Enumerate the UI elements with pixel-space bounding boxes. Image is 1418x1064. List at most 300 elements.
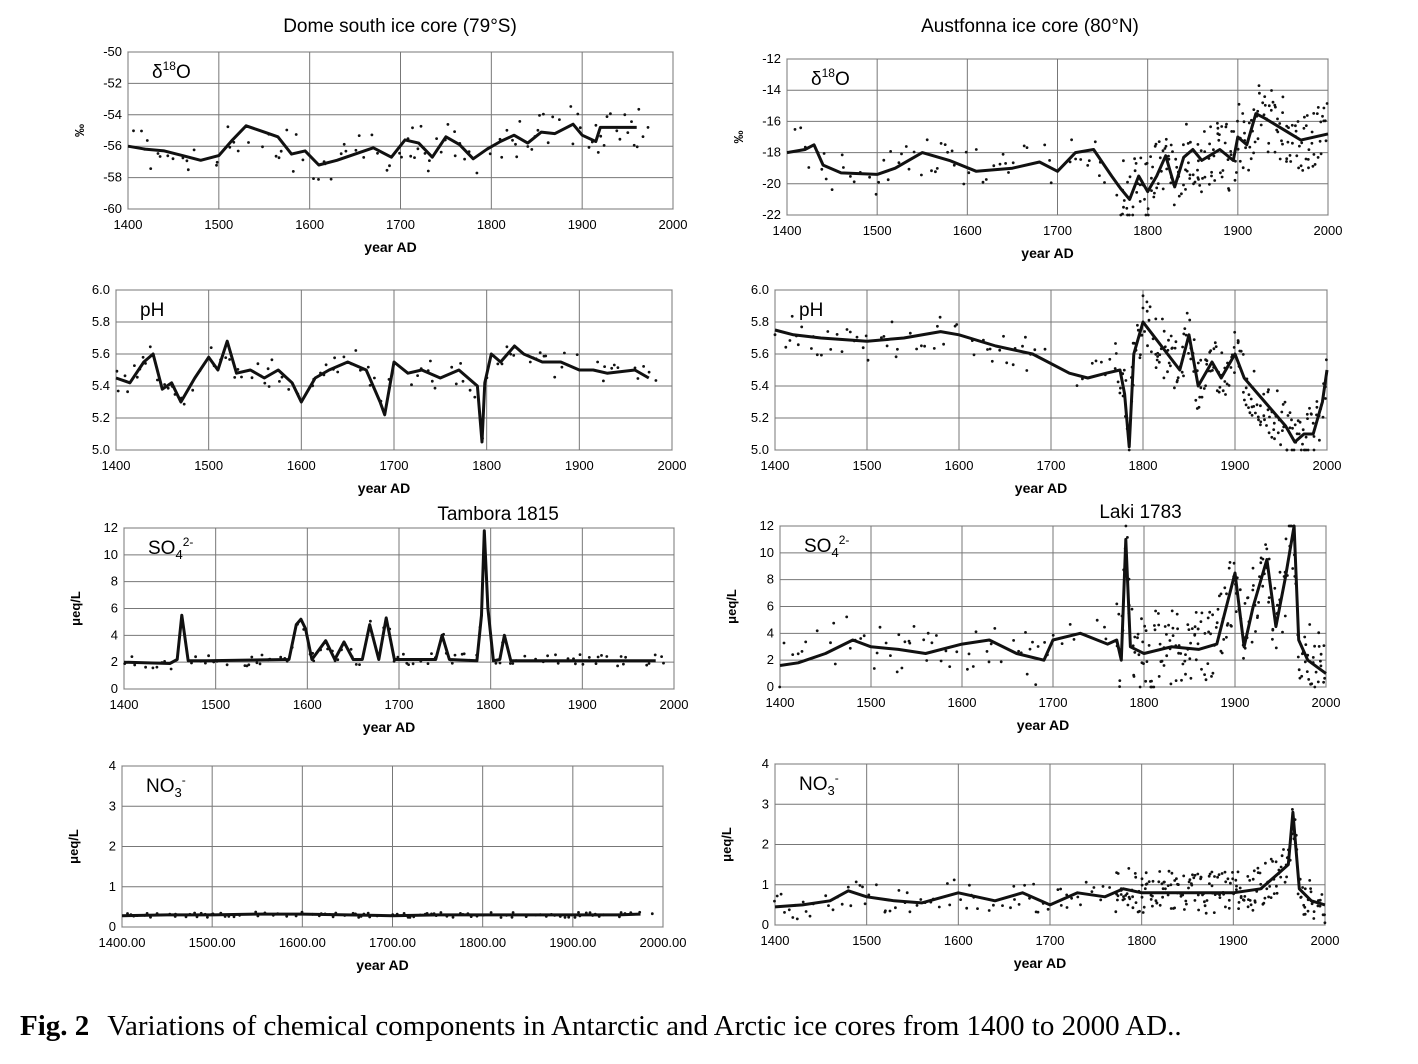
data-point (572, 143, 575, 146)
data-point (985, 178, 988, 181)
data-point (1281, 854, 1284, 857)
data-point (1007, 171, 1010, 174)
data-point (1074, 158, 1077, 161)
data-point (1133, 675, 1136, 678)
data-point (1158, 353, 1161, 356)
x-tick-label: 1900 (564, 458, 594, 473)
data-point (1290, 419, 1293, 422)
data-point (1305, 436, 1308, 439)
data-point (1161, 896, 1164, 899)
data-point (1143, 198, 1146, 201)
data-point (588, 656, 591, 659)
data-point (354, 349, 357, 352)
data-point (1142, 662, 1145, 665)
data-point (1229, 561, 1232, 564)
data-point (1285, 538, 1288, 541)
data-point (1273, 104, 1276, 107)
x-axis-label: year AD (1013, 955, 1067, 971)
data-point (1172, 634, 1175, 637)
data-point (1291, 427, 1294, 430)
data-point (1163, 664, 1166, 667)
data-point (1279, 571, 1282, 574)
data-point (913, 151, 916, 154)
data-point (268, 385, 271, 388)
data-point (1171, 150, 1174, 153)
data-point (577, 911, 580, 914)
data-point (1096, 619, 1099, 622)
data-point (873, 667, 876, 670)
data-point (428, 159, 431, 162)
y-tick-label: 5.0 (750, 442, 769, 457)
data-point (1300, 449, 1303, 452)
y-tick-label: 8 (110, 573, 118, 589)
data-point (849, 647, 852, 650)
x-tick-label: 1600 (947, 695, 977, 710)
data-point (233, 376, 236, 379)
data-point (1321, 893, 1324, 896)
data-point (989, 348, 992, 351)
data-point (867, 359, 870, 362)
data-point (968, 653, 971, 656)
data-point (1250, 903, 1253, 906)
data-point (1311, 142, 1314, 145)
data-point (1115, 352, 1118, 355)
data-point (982, 181, 985, 184)
data-point (1249, 899, 1252, 902)
data-point (1167, 884, 1170, 887)
data-point (1048, 159, 1051, 162)
y-tick-label: 5.0 (91, 442, 110, 457)
data-point (877, 181, 880, 184)
data-point (1091, 890, 1094, 893)
data-point (1114, 342, 1117, 345)
data-point (1037, 911, 1040, 914)
data-point (1172, 907, 1175, 910)
data-point (1180, 192, 1183, 195)
data-point (633, 144, 636, 147)
data-point (1175, 877, 1178, 880)
data-point (1216, 621, 1219, 624)
data-point (1279, 876, 1282, 879)
data-point (933, 347, 936, 350)
data-point (574, 916, 577, 919)
data-point (1244, 146, 1247, 149)
data-point (955, 323, 958, 326)
data-point (827, 904, 830, 907)
x-tick-label: 1800 (472, 458, 502, 473)
y-tick-label: 0 (108, 919, 116, 934)
data-point (1315, 671, 1318, 674)
data-point (1252, 567, 1255, 570)
x-tick-label: 1600 (943, 933, 973, 948)
data-point (187, 168, 190, 171)
data-point (1021, 345, 1024, 348)
data-point (506, 345, 509, 348)
data-point (602, 380, 605, 383)
x-axis-label: year AD (1021, 245, 1074, 261)
data-point (915, 348, 918, 351)
data-point (325, 363, 328, 366)
data-point (1170, 335, 1173, 338)
data-point (1285, 157, 1288, 160)
data-point (1026, 146, 1029, 149)
data-point (935, 634, 938, 637)
data-point (1217, 608, 1220, 611)
data-point (1257, 867, 1260, 870)
data-point (778, 686, 781, 689)
data-point (1118, 685, 1121, 688)
data-point (553, 376, 556, 379)
data-point (371, 134, 374, 137)
x-axis-label: year AD (1014, 480, 1068, 496)
data-point (885, 642, 888, 645)
data-point (824, 894, 827, 897)
data-point (1158, 870, 1161, 873)
data-point (1281, 429, 1284, 432)
data-point (1023, 884, 1026, 887)
data-point (930, 169, 933, 172)
data-point (1313, 153, 1316, 156)
data-point (1086, 164, 1089, 167)
series-line (122, 914, 641, 916)
data-point (1279, 443, 1282, 446)
data-point (427, 662, 430, 665)
data-point (226, 663, 229, 666)
data-point (919, 898, 922, 901)
data-point (942, 343, 945, 346)
y-tick-label: 6.0 (91, 282, 110, 297)
data-point (430, 652, 433, 655)
data-point (992, 904, 995, 907)
data-point (116, 370, 119, 373)
data-point (1165, 168, 1168, 171)
data-point (1198, 184, 1201, 187)
data-point (149, 345, 152, 348)
data-point (660, 655, 663, 658)
data-point (343, 356, 346, 359)
data-point (1159, 156, 1162, 159)
data-point (1312, 917, 1315, 920)
data-point (642, 365, 645, 368)
data-point (1199, 359, 1202, 362)
data-point (1284, 615, 1287, 618)
component-label: pH (799, 300, 824, 321)
data-point (1225, 123, 1228, 126)
data-point (1123, 369, 1126, 372)
data-point (1311, 131, 1314, 134)
data-point (500, 156, 503, 159)
data-point (642, 135, 645, 138)
data-point (1199, 877, 1202, 880)
data-point (1324, 119, 1327, 122)
data-point (1310, 890, 1313, 893)
data-point (1317, 631, 1320, 634)
data-point (402, 653, 405, 656)
data-point (1173, 387, 1176, 390)
data-point (1181, 346, 1184, 349)
data-point (1188, 628, 1191, 631)
data-point (1128, 214, 1131, 217)
data-point (1322, 913, 1325, 916)
data-point (1196, 169, 1199, 172)
data-point (1180, 679, 1183, 682)
data-point (1199, 386, 1202, 389)
data-point (1201, 177, 1204, 180)
data-point (1140, 617, 1143, 620)
x-tick-label: 1700 (1035, 933, 1065, 948)
data-point (1146, 301, 1149, 304)
y-tick-label: 12 (103, 520, 118, 535)
x-tick-label: 1800 (1127, 933, 1157, 948)
data-point (909, 910, 912, 913)
data-point (506, 129, 509, 132)
component-label: $\delta^{18}O$ (811, 66, 850, 90)
data-point (645, 664, 648, 667)
data-point (898, 161, 901, 164)
data-point (1264, 104, 1267, 107)
data-point (1321, 115, 1324, 118)
data-point (1175, 679, 1178, 682)
data-point (1203, 900, 1206, 903)
data-point (1215, 626, 1218, 629)
data-point (450, 366, 453, 369)
data-point (1320, 665, 1323, 668)
data-point (1317, 106, 1320, 109)
data-point (946, 151, 949, 154)
data-point (417, 147, 420, 150)
data-point (849, 904, 852, 907)
data-point (1247, 169, 1250, 172)
data-point (908, 168, 911, 171)
data-point (317, 178, 320, 181)
event-annotation: Laki 1783 (1099, 502, 1182, 523)
data-point (1299, 677, 1302, 680)
data-point (816, 629, 819, 632)
data-point (476, 172, 479, 175)
data-point (1301, 886, 1304, 889)
x-tick-label: 1700 (1036, 458, 1066, 473)
data-point (1320, 152, 1323, 155)
data-point (509, 662, 512, 665)
data-point (1198, 406, 1201, 409)
data-point (1256, 110, 1259, 113)
data-point (1148, 880, 1151, 883)
y-tick-label: 4 (108, 758, 116, 773)
data-point (1245, 387, 1248, 390)
data-point (986, 348, 989, 351)
data-point (1162, 188, 1165, 191)
data-point (1244, 602, 1247, 605)
data-point (413, 156, 416, 159)
data-point (1326, 102, 1329, 105)
data-point (1222, 389, 1225, 392)
data-point (1301, 169, 1304, 172)
data-point (278, 156, 281, 159)
data-point (615, 129, 618, 132)
data-point (948, 665, 951, 668)
data-point (1213, 347, 1216, 350)
data-point (1043, 144, 1046, 147)
data-point (429, 360, 432, 363)
data-point (1123, 199, 1126, 202)
data-point (1102, 885, 1105, 888)
data-point (469, 389, 472, 392)
data-point (1069, 623, 1072, 626)
data-point (1189, 141, 1192, 144)
data-point (1142, 294, 1145, 297)
data-point (886, 345, 889, 348)
y-tick-label: 2 (766, 652, 774, 668)
data-point (1139, 157, 1142, 160)
x-tick-label: 2000 (658, 217, 688, 232)
x-tick-label: 1800 (1133, 223, 1163, 238)
data-point (1147, 214, 1150, 217)
data-point (1168, 362, 1171, 365)
data-point (367, 366, 370, 369)
data-point (847, 886, 850, 889)
data-point (1267, 896, 1270, 899)
data-point (1317, 681, 1320, 684)
data-point (1316, 400, 1319, 403)
data-point (1268, 431, 1271, 434)
data-point (512, 354, 515, 357)
data-point (1319, 140, 1322, 143)
data-point (1161, 318, 1164, 321)
data-point (1285, 160, 1288, 163)
data-point (1276, 118, 1279, 121)
data-point (511, 662, 514, 665)
data-point (336, 371, 339, 374)
data-point (898, 889, 901, 892)
data-point (1313, 686, 1316, 689)
data-point (1004, 162, 1007, 165)
data-point (1152, 196, 1155, 199)
data-point (302, 159, 305, 162)
y-tick-label: -58 (103, 169, 122, 185)
data-point (496, 363, 499, 366)
data-point (913, 625, 916, 628)
data-point (1133, 651, 1136, 654)
data-point (901, 667, 904, 670)
x-tick-label: 1500.00 (188, 935, 236, 950)
data-point (1162, 149, 1165, 152)
data-point (1139, 200, 1142, 203)
data-point (1164, 887, 1167, 890)
data-point (1188, 319, 1191, 322)
data-point (1174, 158, 1177, 161)
figure-caption-text: Variations of chemical components in Antarctic and Arctic ice cores from 1400 to 2000 AD.. (107, 1010, 1182, 1042)
data-point (1251, 589, 1254, 592)
data-point (1265, 548, 1268, 551)
data-point (1178, 195, 1181, 198)
data-point (544, 355, 547, 358)
data-point (1284, 401, 1287, 404)
data-point (1265, 424, 1268, 427)
data-point (1291, 142, 1294, 145)
data-point (312, 177, 315, 180)
data-point (1023, 145, 1026, 148)
data-point (1320, 653, 1323, 656)
data-point (1231, 871, 1234, 874)
data-point (278, 380, 281, 383)
data-point (931, 641, 934, 644)
data-point (1213, 179, 1216, 182)
y-tick-label: 10 (103, 546, 118, 562)
data-point (576, 113, 579, 116)
y-tick-label: 5.8 (91, 314, 110, 329)
data-point (1050, 181, 1053, 184)
component-label: $NO_3^-$ (799, 771, 839, 798)
data-point (333, 356, 336, 359)
x-tick-label: 1800 (1129, 695, 1159, 710)
data-point (637, 108, 640, 111)
data-point (856, 336, 859, 339)
data-point (1117, 894, 1120, 897)
data-point (1182, 875, 1185, 878)
data-point (1307, 158, 1310, 161)
data-point (1205, 678, 1208, 681)
data-point (1163, 881, 1166, 884)
y-tick-label: -18 (762, 144, 781, 160)
data-point (1254, 899, 1257, 902)
data-point (1192, 876, 1195, 879)
data-point (1167, 624, 1170, 627)
data-point (170, 668, 173, 671)
data-point (863, 634, 866, 637)
x-tick-label: 1500 (201, 697, 231, 712)
data-point (140, 130, 143, 133)
data-point (925, 659, 928, 662)
data-point (993, 627, 996, 630)
data-point (1235, 885, 1238, 888)
data-point (1189, 174, 1192, 177)
chart-austfonna-no3 (719, 756, 1365, 985)
y-tick-label: 2 (110, 654, 118, 670)
data-point (194, 655, 197, 658)
y-tick-label: 3 (761, 796, 769, 812)
data-point (1018, 903, 1021, 906)
data-point (1307, 166, 1310, 169)
data-point (362, 156, 365, 159)
y-tick-label: 5.4 (750, 378, 769, 393)
data-point (1214, 341, 1217, 344)
data-point (431, 380, 434, 383)
data-point (864, 902, 867, 905)
data-point (1308, 148, 1311, 151)
data-point (905, 145, 908, 148)
data-point (1294, 124, 1297, 127)
chart-dome-south-no3 (66, 758, 703, 987)
data-point (1182, 184, 1185, 187)
y-axis-label: ‰ (731, 130, 746, 144)
data-point (1226, 624, 1229, 627)
data-point (1204, 632, 1207, 635)
data-point (1165, 654, 1168, 657)
data-point (900, 153, 903, 156)
data-point (1131, 895, 1134, 898)
y-axis-label: μeq/L (719, 827, 734, 862)
data-point (1183, 660, 1186, 663)
data-point (1231, 877, 1234, 880)
data-point (1192, 173, 1195, 176)
data-point (1174, 347, 1177, 350)
data-point (539, 351, 542, 354)
data-point (953, 879, 956, 882)
data-point (1324, 921, 1327, 924)
data-point (156, 666, 159, 669)
data-point (597, 656, 600, 659)
data-point (998, 349, 1001, 352)
